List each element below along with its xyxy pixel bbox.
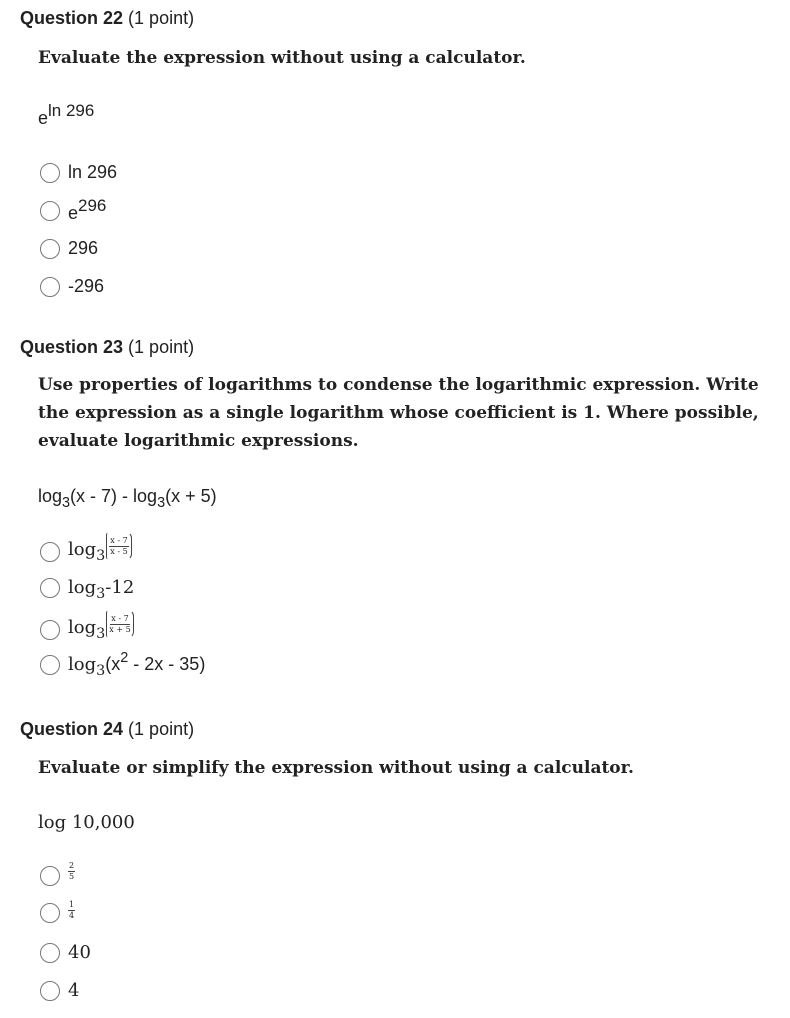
option-label: 40 [68, 942, 91, 963]
option-exponent: 296 [78, 196, 107, 215]
fraction [109, 536, 128, 557]
fraction-numerator: 1 [69, 900, 75, 909]
fraction-bracket [106, 610, 133, 638]
q23-option-d[interactable] [40, 650, 206, 680]
expr-part: (x + 5) [165, 486, 217, 506]
option-label [68, 196, 107, 223]
option-label [68, 650, 206, 680]
question-number: Question 24 [20, 719, 124, 739]
question-22-expression [38, 100, 95, 128]
q23-option-b[interactable] [40, 577, 135, 603]
question-23-title [20, 337, 194, 358]
radio-button[interactable] [40, 866, 60, 886]
option-base: e [68, 203, 79, 223]
option-label: 4 [68, 980, 80, 1001]
question-24-expression: log 10,000 [38, 812, 135, 833]
question-23-expression [38, 486, 217, 512]
q22-option-c[interactable] [40, 238, 98, 259]
question-23-prompt: Use properties of logarithms to condense the logarithmic expression. Write the expression as a single logarithm whose coefficient is 1. Where possible, evaluate logarithmic expressions. [38, 375, 759, 451]
question-24-title [20, 719, 194, 740]
radio-button[interactable] [40, 655, 60, 675]
q22-option-a[interactable] [40, 162, 117, 183]
log-base: 3 [96, 663, 106, 680]
q24-option-d[interactable] [40, 980, 79, 1001]
question-number: Question 22 [20, 8, 124, 28]
radio-button[interactable] [40, 981, 60, 1001]
log-text: log [68, 617, 97, 638]
option-label [68, 577, 135, 603]
expr-part: (x - 7) - log [70, 486, 158, 506]
q22-option-d[interactable] [40, 276, 104, 297]
log-text: log [68, 577, 97, 598]
q23-option-c[interactable] [40, 614, 134, 642]
log-text: log [38, 486, 63, 506]
log-base: 3 [96, 586, 106, 603]
log-base: 3 [62, 495, 71, 512]
question-points: (1 point) [128, 8, 195, 28]
log-base: 3 [96, 626, 106, 643]
question-number: Question 23 [20, 337, 124, 357]
option-rest: -12 [105, 577, 135, 598]
question-22-title [20, 8, 194, 29]
radio-button[interactable] [40, 277, 60, 297]
log-base: 3 [96, 548, 106, 565]
log-text: log [68, 654, 97, 675]
q24-option-b[interactable] [40, 902, 75, 923]
fraction-bracket [106, 532, 131, 560]
option-exponent: 2 [120, 650, 129, 667]
fraction-denominator: x + 5 [109, 624, 131, 634]
radio-button[interactable] [40, 542, 60, 562]
fraction [68, 900, 75, 921]
question-points: (1 point) [128, 719, 195, 739]
option-part: (x [105, 654, 121, 674]
fraction [68, 861, 75, 882]
expr-exponent: ln 296 [48, 101, 95, 120]
radio-button[interactable] [40, 201, 60, 221]
radio-button[interactable] [40, 239, 60, 259]
fraction-denominator: 4 [69, 911, 75, 920]
fraction-numerator: 2 [69, 861, 75, 870]
fraction-denominator: x - 5 [110, 546, 128, 556]
option-label [68, 614, 134, 642]
q23-option-a[interactable] [40, 536, 132, 564]
radio-button[interactable] [40, 943, 60, 963]
option-label [68, 536, 132, 564]
radio-button[interactable] [40, 620, 60, 640]
log-text: log [68, 539, 97, 560]
question-22-prompt: Evaluate the expression without using a calculator. [38, 48, 526, 68]
option-label: ln 296 [68, 162, 118, 182]
fraction [109, 614, 130, 635]
fraction-numerator: x - 7 [110, 535, 128, 545]
radio-button[interactable] [40, 578, 60, 598]
radio-button[interactable] [40, 903, 60, 923]
option-label: 296 [68, 238, 99, 258]
question-points: (1 point) [128, 337, 195, 357]
q22-option-b[interactable] [40, 196, 107, 223]
fraction-numerator: x - 7 [111, 613, 129, 623]
fraction-denominator: 5 [69, 872, 75, 881]
option-label: -296 [68, 276, 105, 296]
q24-option-c[interactable] [40, 942, 91, 963]
log-base: 3 [157, 495, 166, 512]
radio-button[interactable] [40, 163, 60, 183]
q24-option-a[interactable] [40, 861, 75, 886]
question-24-prompt: Evaluate or simplify the expression without using a calculator. [38, 758, 634, 778]
option-rest: - 2x - 35) [128, 654, 206, 674]
expr-base: e [38, 108, 49, 128]
